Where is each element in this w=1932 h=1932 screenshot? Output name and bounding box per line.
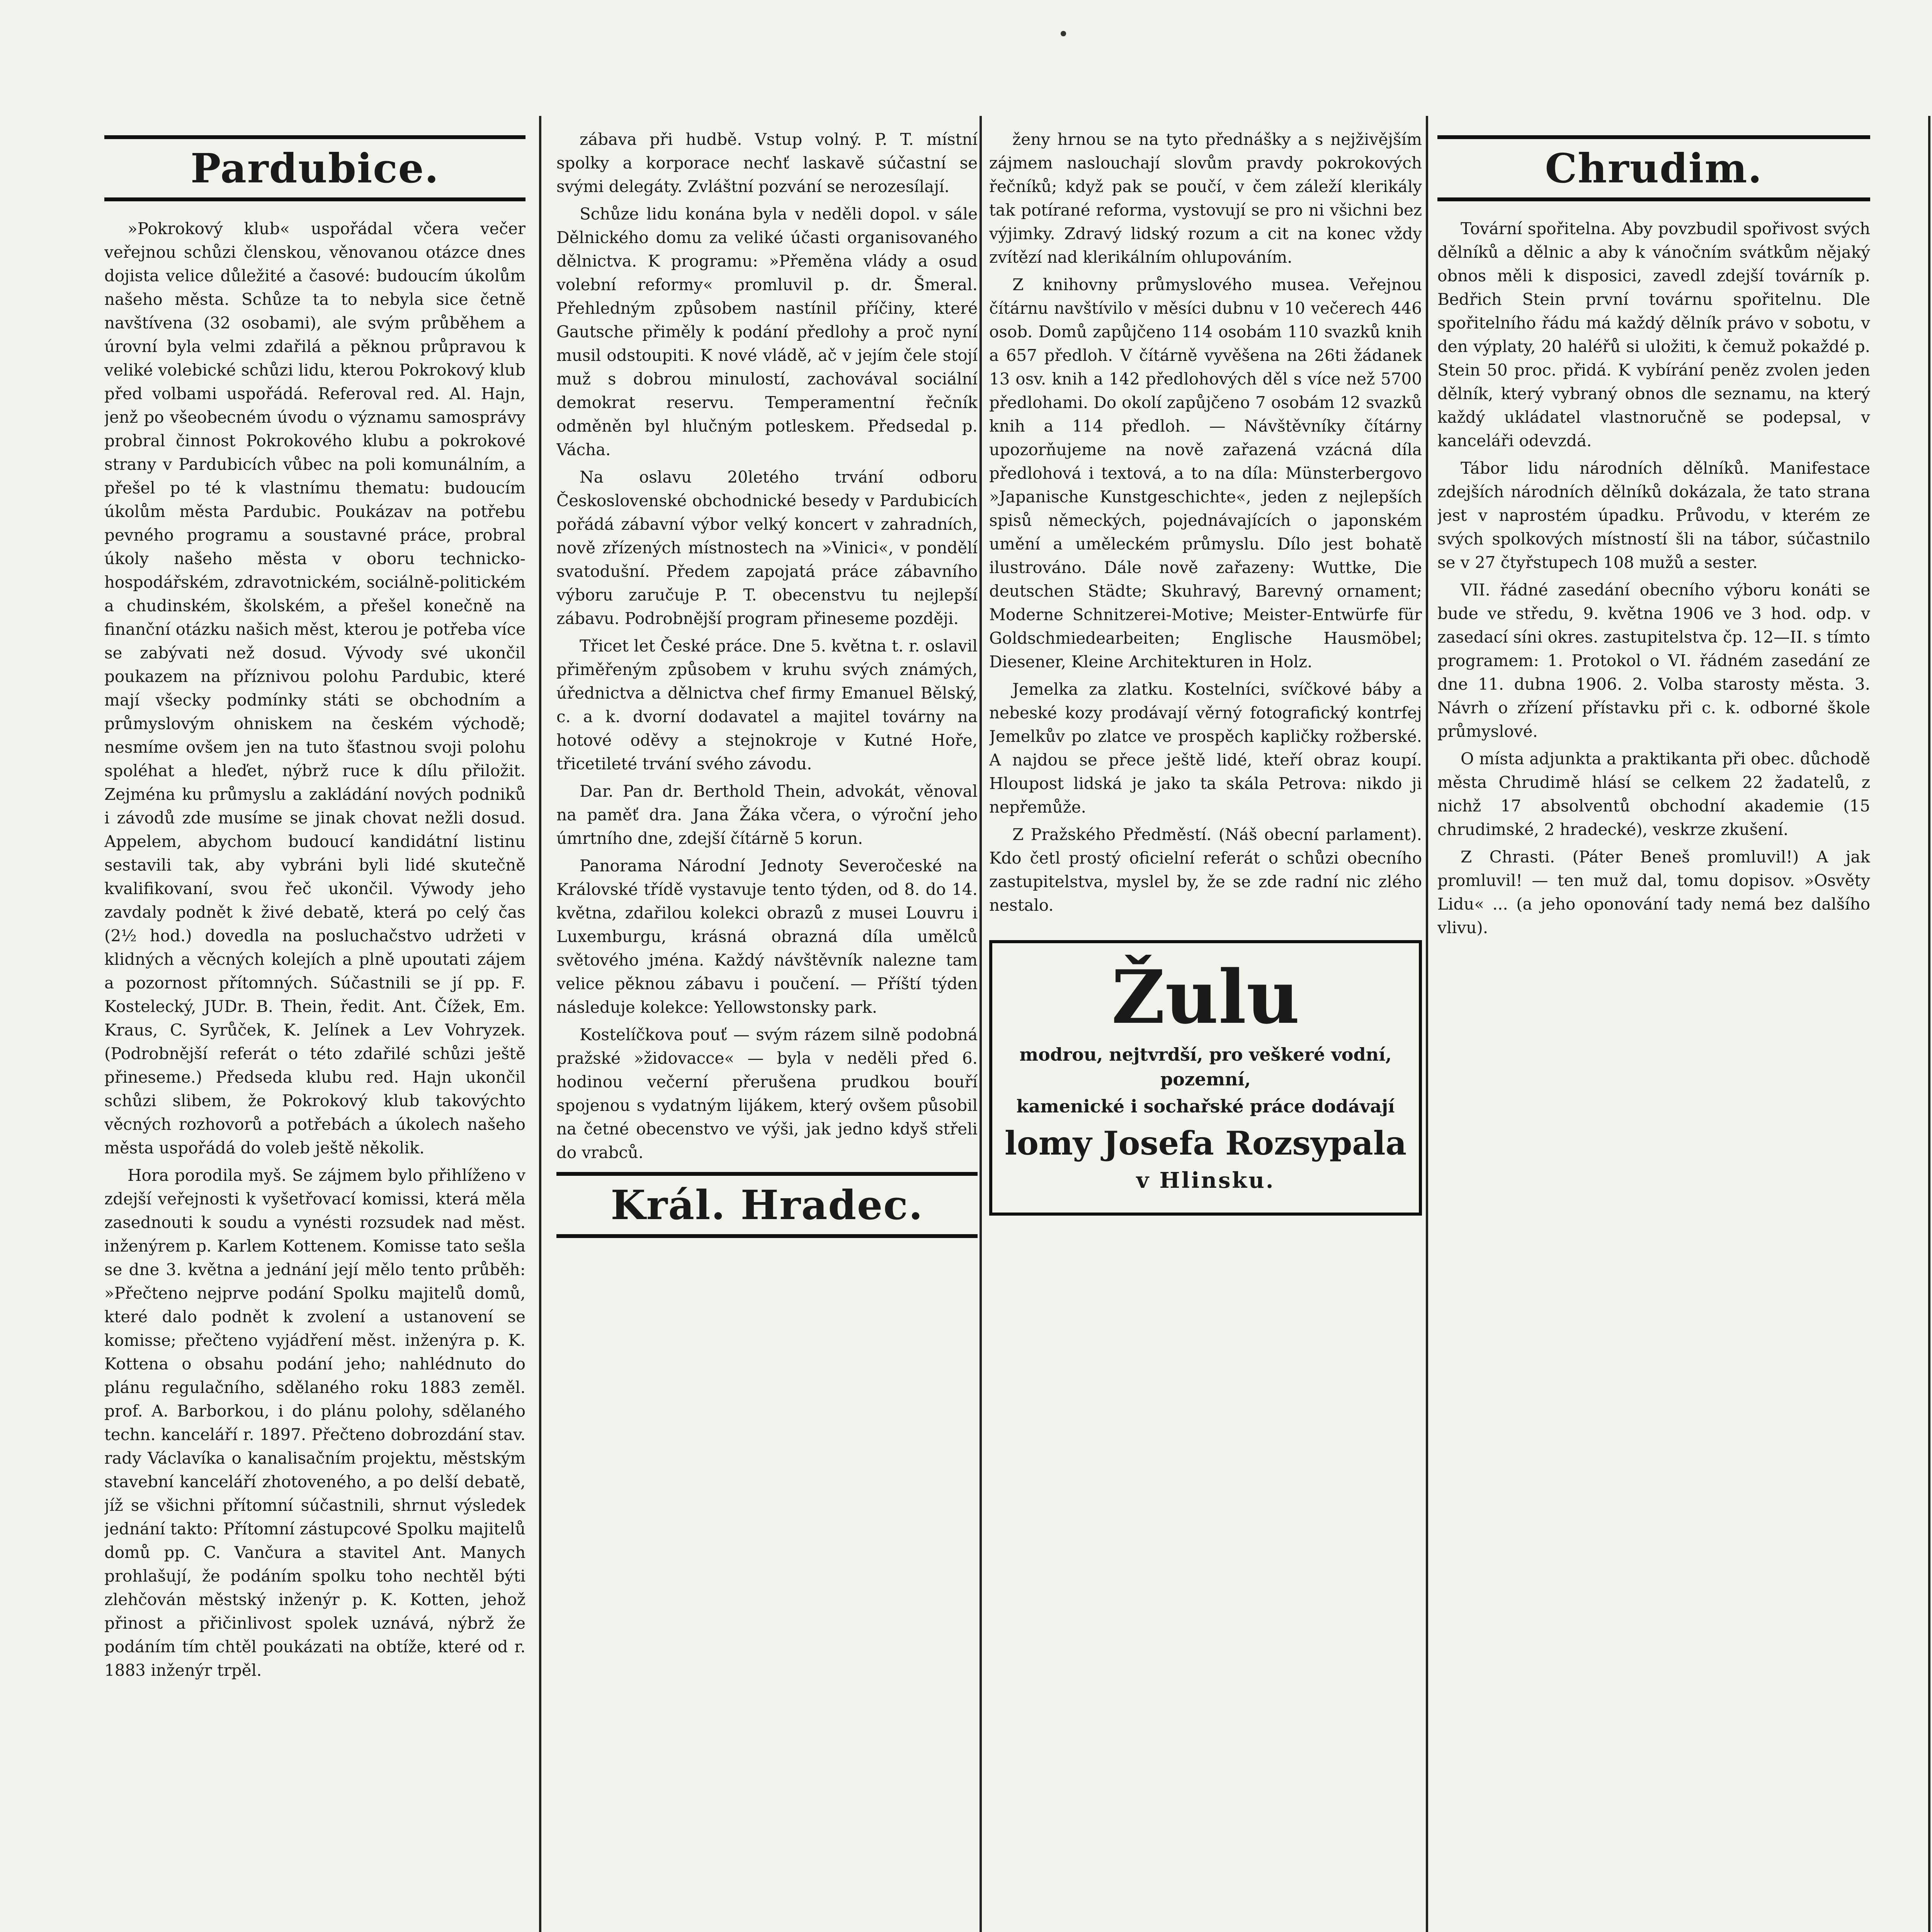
section-heading-chrudim: Chrudim. [1437, 135, 1870, 201]
article: »Pokrokový klub« uspořádal včera večer veřejnou schůzi členskou, věnovanou otázce dnes dojista velice důležité a časové: budoucím úkolům našeho města. Schůze ta to nebyla sice četně navštívena (32 osobami), ale svým průběhem a úrovní byla velmi zdařilá a pěknou průpravou k veliké volebické schůzi lidu, kterou Pokrokový klub před volbami uspořádá. Referoval red. Al. Hajn, jenž po všeobecném úvodu o významu samosprávy probral činnost Pokrokového klubu a pokrokové strany v Pardubicích vůbec na poli komunálním, a přešel po té k vlastnímu thematu: budoucím úkolům města Pardubic. Poukázav na potřebu pevného programu a soustavné práce, probral úkoly našeho města v oboru technicko-hospodářském, zdravotnickém, sociálně-politickém a chudinském, školském, a přešel konečně na finanční otázku našich měst, kterou je potřeba více se zabývati než dosud. Vývody své ukončil poukazem na příznivou polohu Pardubic, které mají všecky podmínky státi se obchodním a průmyslovým ohniskem na českém východě; nesmíme ovšem jen na tuto šťastnou svoji polohu spoléhat a hleďet, nýbrž ruce k dílu přiložit. Zejména ku průmyslu a zakládání nových podniků i závodů zde musíme se jinak chovat nežli dosud. Appelem, abychom budoucí kandidátní listinu sestavili tak, aby vybráni byli lidé skutečně kvalifikovaní, svou řeč ukončil. Výwody jeho zavdaly podnět k živé debatě, která po celý čas (2½ hod.) dovedla na posluchačstvo udržeti v klidných a věcných kolejích a plně upoutati zájem a pozornost přítomných. Súčastnili se jí pp. F. Kostelecký, JUDr. B. Thein, ředit. Ant. Čížek, Em. Kraus, C. Syrůček, K. Jelínek a Lev Vohryzek. (Podrobnější referát o této zdařilé schůzi ještě přineseme.) Předseda klubu red. Hajn ukončil schůzi slibem, že Pokrokový klub takovýchto věcných rozhovorů a potřebách a úkolech našeho města uspořádá do voleb ještě několik. [104, 219, 526, 1157]
print-mark [1061, 31, 1066, 36]
section-heading-kral-hradec: Král. Hradec. [556, 1172, 978, 1238]
column-2 [556, 128, 978, 1932]
article: Schůze lidu konána byla v neděli dopol. v sále Dělnického domu za veliké účasti organisovaného dělnictva. K programu: »Přeměna vlády a osud volební reformy« promluvil p. dr. Šmeral. Přehledným způsobem nastínil příčiny, které Gautsche přiměly k podání předlohy a proč nyní musil odstoupiti. K nové vládě, ač v jejím čele stojí muž s dobrou minulostí, zachovával sociální demokrat reservu. Temperamentní řečník odměněn byl hlučným potleskem. Předsedal p. Vácha. [556, 204, 978, 459]
column-rule [980, 116, 982, 1932]
article: Z Chrasti. (Páter Beneš promluvil!) A jak promluvil! — ten muž dal, tomu dopisov. »Osvěty Lidu« ... (a jeho oponování tady nemá bez dalšího vlivu). [1437, 847, 1870, 937]
column-rule [539, 116, 541, 1932]
ad-text: kamenické i sochařské práce dodávají [1016, 1096, 1395, 1117]
article: Jemelka za zlatku. Kostelníci, svíčkové báby a nebeské kozy prodávají věrný fotografický kontrfej Jemelkův po zlatce ve prospěch kapličky rožberské. A najdou se přece ještě lidé, kteří obraz koupí. Hloupost lidská je jako ta skála Petrova: nikdo ji nepřemůže. [989, 680, 1422, 816]
article: Dar. Pan dr. Berthold Thein, advokát, věnoval na paměť dra. Jana Žáka včera, o výroční jeho úmrtního dne, zdejší čítárně 5 korun. [556, 782, 978, 848]
article: ženy hrnou se na tyto přednášky a s nejživějším zájmem naslouchají slovům pravdy pokrokových řečníků; když pak se poučí, v čem záleží klerikály tak potírané reforma, vystovují se pro ni všichni bez výjimky. Zdravý lidský rozum a cit na konec vždy zvítězí nad klerikálním ohlupováním. [989, 130, 1422, 267]
column-3 [989, 128, 1422, 1932]
article: Třicet let České práce. Dne 5. května t. r. oslavil přiměřeným způsobem v kruhu svých známých, úřednictva a dělnictva chef firmy Emanuel Bělský, c. a k. dvorní dodavatel a majitel továrny na hotové oděvy a stejnokroje v Kutné Hoře, třicetileté trvání svého závodu. [556, 636, 978, 773]
column-rule [1928, 116, 1930, 1932]
article: Tovární spořitelna. Aby povzbudil spořivost svých dělníků a dělnic a aby k vánočním svátkům nějaký obnos měli k disposici, zavedl zdejší továrník p. Bedřich Stein první továrnu spořitelnu. Dle spořitelního řádu má každý dělník právo v sobotu, v den výplaty, 20 haléřů si uložiti, k čemuž pokaždé p. Stein 50 proc. přidá. K vybírání peněz zvolen jeden dělník, který vybraný obnos dle seznamu, na který každý ukládatel vlastnoručně se podepsal, v kanceláři odevzdá. [1437, 219, 1870, 450]
section-heading-pardubice: Pardubice. [104, 135, 526, 201]
article: Kostelíčkova pouť — svým rázem silně podobná pražské »židovacce« — byla v neděli před 6. hodinou večerní přerušena prudkou bouří spojenou s vydatným lijákem, který ovšem působil na četné obecenstvo ve výši, jak jedno kdyš střeli do vrabců. [556, 1025, 978, 1162]
ad-headline: Žulu [1111, 954, 1300, 1040]
column-rule [1426, 116, 1428, 1932]
article: Z Pražského Předměstí. (Náš obecní parlament). Kdo četl prostý oficielní referát o schůzi obecního zastupitelstva, myslel by, že se zde radní nic zlého nestalo. [989, 825, 1422, 915]
article: zábava při hudbě. Vstup volný. P. T. místní spolky a korporace nechť laskavě súčastní se svými delegáty. Zvláštní pozvání se nerozesílají. [556, 130, 978, 196]
ad-firm: lomy Josefa Rozsypala [1004, 1124, 1407, 1162]
article: Panorama Národní Jednoty Severočeské na Královské třídě vystavuje tento týden, od 8. do 14. května, zdařilou kolekci obrazů z musei Louvru i Luxemburgu, krásná obrazná díla umělců světového jména. Každý návštěvník nalezne tam velice pěknou zábavu i poučení. — Příští týden následuje kolekce: Yellowstonsky park. [556, 856, 978, 1017]
advertisement-box [989, 940, 1422, 1216]
ad-place: v Hlinsku. [1136, 1168, 1275, 1193]
column-4 [1437, 128, 1870, 1932]
article: VII. řádné zasedání obecního výboru konáti se bude ve středu, 9. května 1906 ve 3 hod. odp. v zasedací síni okres. zastupitelstva čp. 12—II. s tímto programem: 1. Protokol o VI. řádném zasedání ze dne 11. dubna 1906. 2. Volba starosty města. 3. Návrh o zřízení přístavku při c. k. odborné škole průmyslové. [1437, 580, 1870, 741]
article: Hora porodila myš. Se zájmem bylo přihlíženo v zdejší veřejnosti k vyšetřovací komissi, která měla zasednouti k soudu a vynésti rozsudek nad měst. inženýrem p. Karlem Kottenem. Komisse tato sešla se dne 3. května a jednání její mělo tento průběh: »Přečteno nejprve podání Spolku majitelů domů, které dalo podnět k zvolení a ustanovení se komisse; přečteno vyjádření měst. inženýra p. K. Kottena o obsahu podání jeho; nahlédnuto do plánu regulačního, sdělaného roku 1883 zeměl. prof. A. Barborkou, i do plánu polohy, sdělaného techn. kanceláří r. 1897. Přečteno dobrozdání stav. rady Václavíka o kanalisačním projektu, městským stavební kanceláří zhotoveného, a po delší debatě, jíž se všichni přítomní súčastnili, shrnut výsledek jednání takto: Přítomní zástupcové Spolku majitelů domů pp. C. Vančura a stavitel Ant. Manych prohlašují, že podáním spolku toho nechtěl býti zlehčován městský inženýr p. K. Kotten, jehož přinost a přičinlivost spolek uznává, nýbrž že podáním tím chtěl poukázati na obtíže, které od r. 1883 inženýr trpěl. [104, 1166, 526, 1680]
article: Z knihovny průmyslového musea. Veřejnou čítárnu navštívilo v měsíci dubnu v 10 večerech 446 osob. Domů zapůjčeno 114 osobám 110 svazků knih a 657 předloh. V čítárně vyvěšena na 26ti žádanek 13 osv. knih a 142 předlohových děl s více než 5700 předlohami. Do okolí zapůjčeno 7 osobám 12 svazků knih a 114 předloh. — Návštěvníky čítárny upozorňujeme na nově zařazená vzácná díla předlohová i textová, a to na díla: Münsterbergovo »Japanische Kunstgeschichte«, jeden z nejlepších spisů německých, pojednávajících o japonském umění a uměleckém průmyslu. Dílo jest bohatě ilustrováno. Dále nově zařazeny: Wuttke, Die deutschen Städte; Skuhravý, Barevný ornament; Moderne Schnitzerei-Motive; Meister-Entwürfe für Goldschmiedearbeiten; Englische Hausmöbel; Diesener, Kleine Architekturen in Holz. [989, 275, 1422, 671]
article: Na oslavu 20letého trvání odboru Československé obchodnické besedy v Pardubicích pořádá zábavní výbor velký koncert v zahradních, nově zřízených místnostech na »Vinici«, v pondělí svatodušní. Předem zapojatá práce zábavního výboru zaručuje P. T. obecenstvu tu nejlepší zábavu. Podrobnější program přineseme později. [556, 468, 978, 628]
article: Tábor lidu národních dělníků. Manifestace zdejších národních dělníků dokázala, že tato strana jest v naprostém úpadku. Průvodu, v kterém ze svých spolkových místností šli na tábor, súčastnilo se v 27 čtyřstupech 108 mužů a sester. [1437, 459, 1870, 572]
ad-text: modrou, nejtvrdší, pro veškeré vodní, pozemní, [1019, 1044, 1392, 1090]
article: O místa adjunkta a praktikanta při obec. důchodě města Chrudimě hlásí se celkem 22 žadatelů, z nichž 17 absolventů obchodní akademie (15 chrudimské, 2 hradecké), veskrze zkušení. [1437, 749, 1870, 839]
column-1 [104, 128, 526, 1932]
